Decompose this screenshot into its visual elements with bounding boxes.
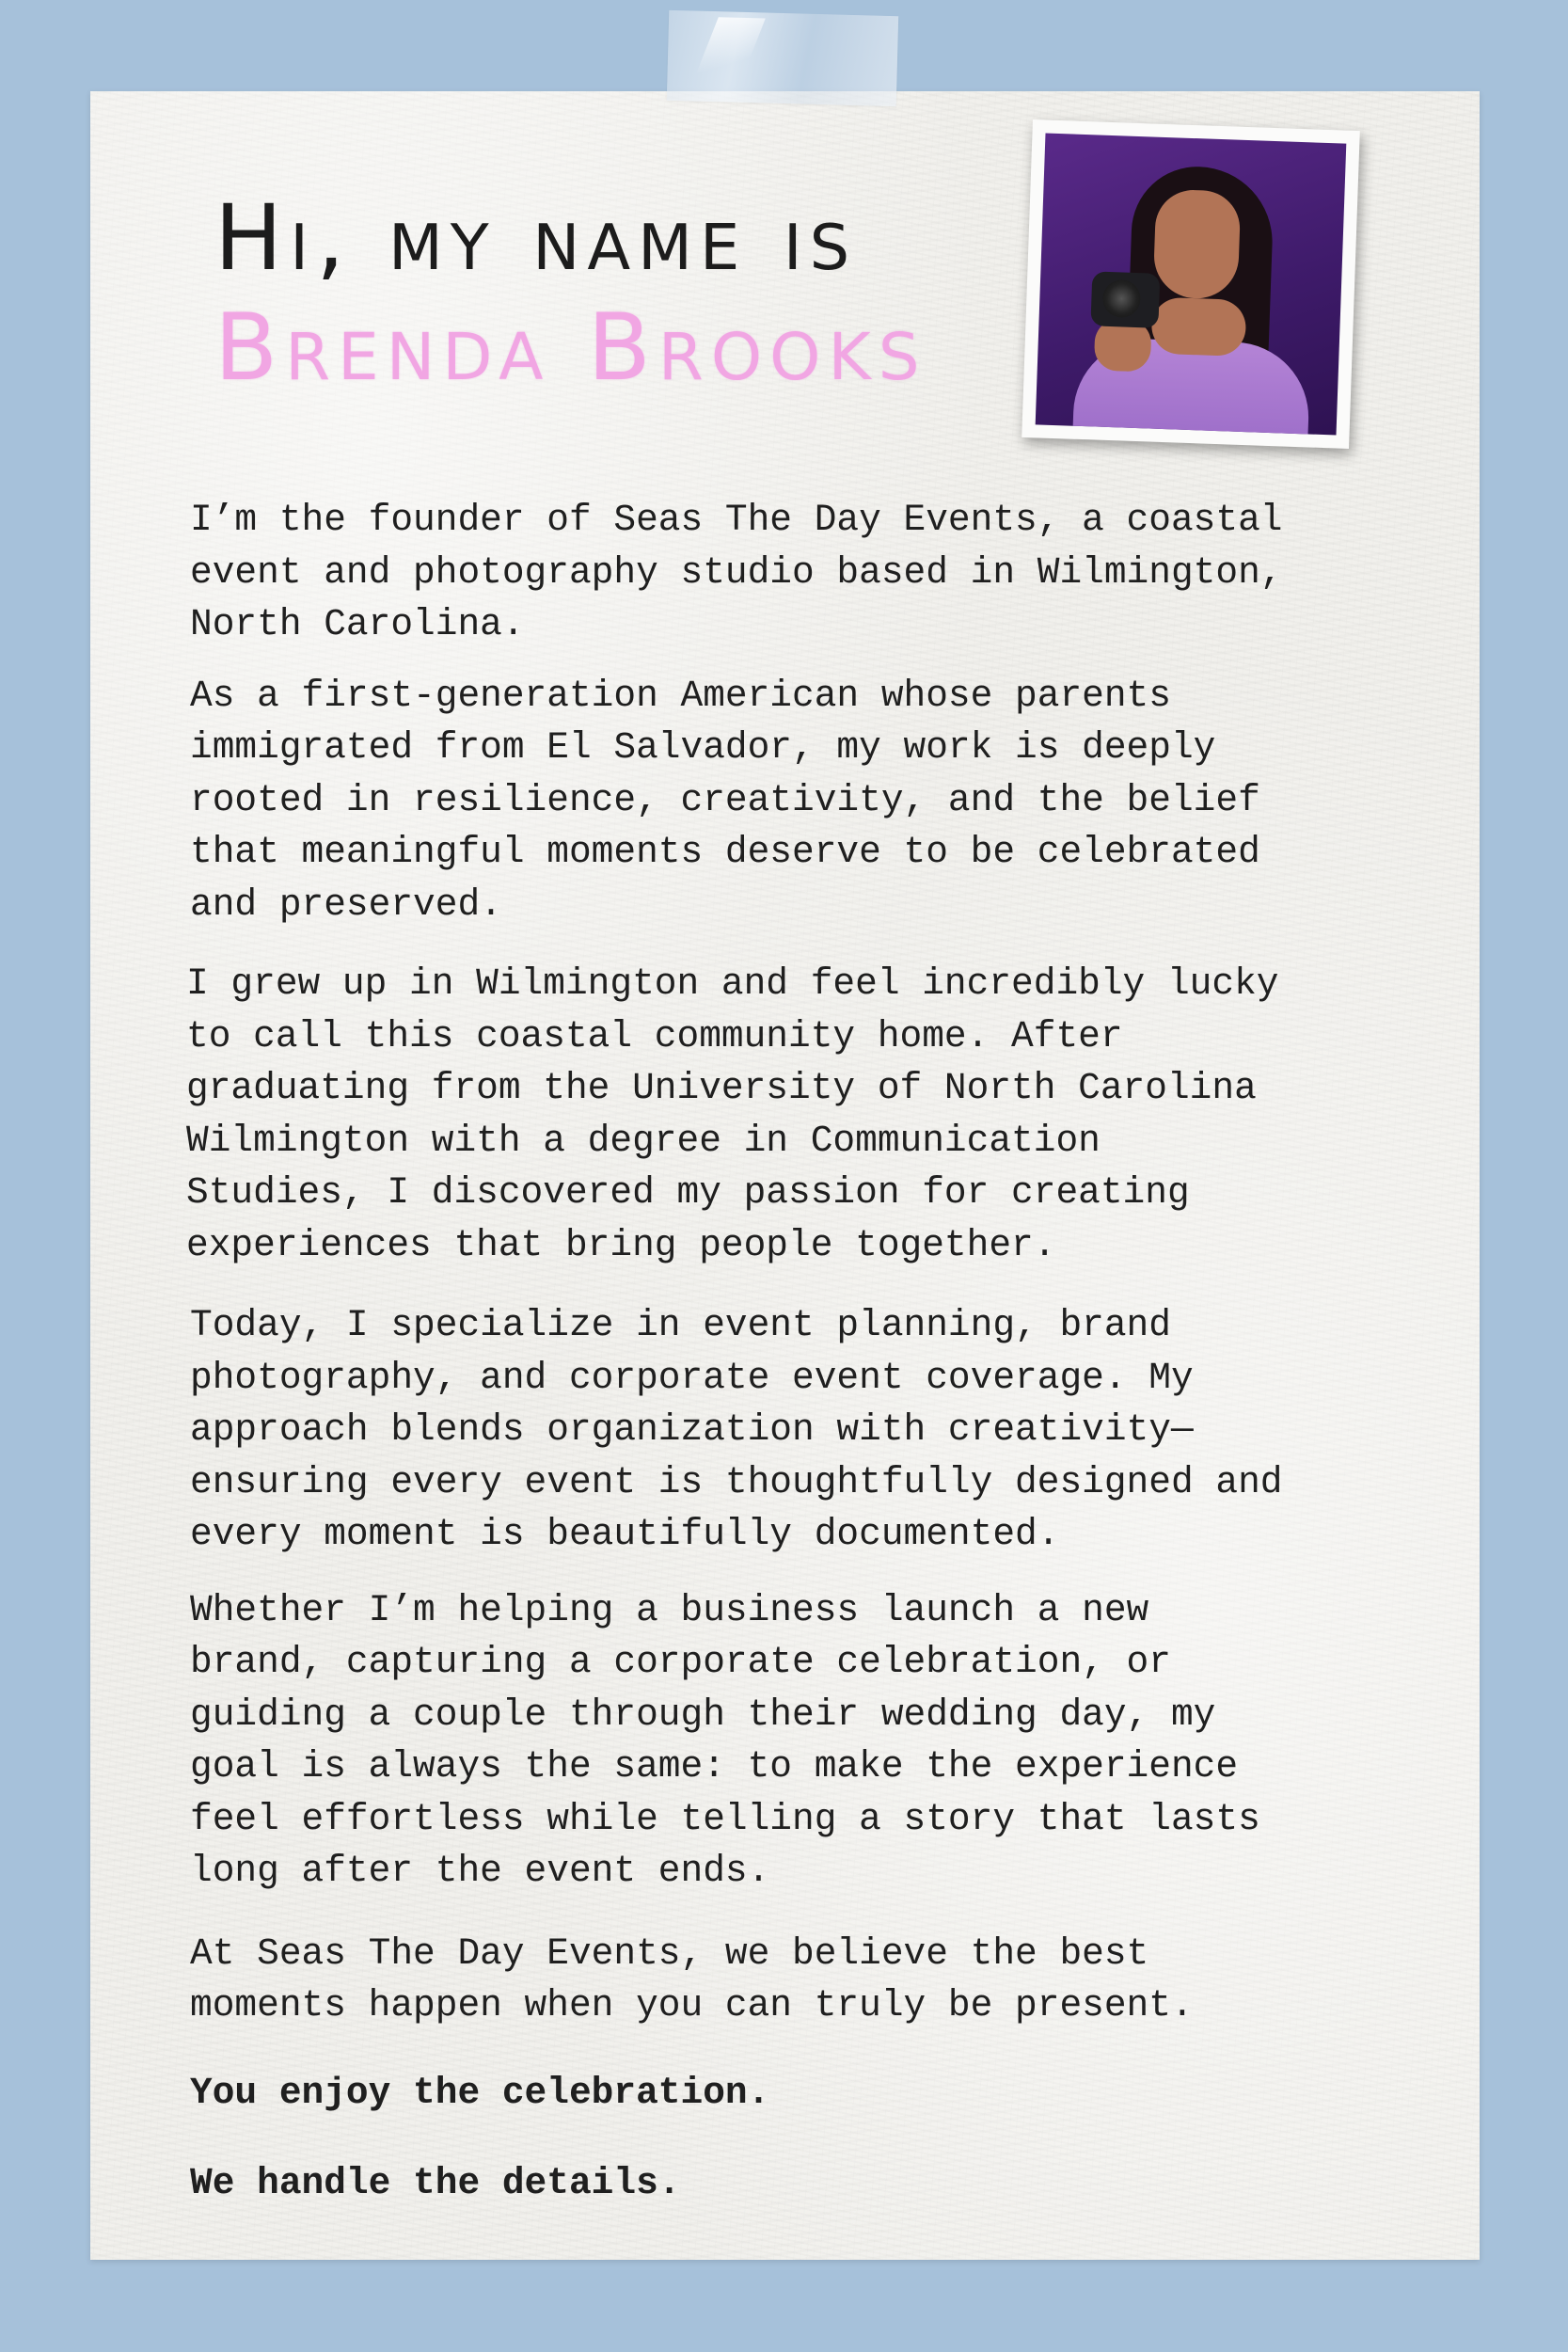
polaroid-frame bbox=[1022, 119, 1360, 449]
camera-icon bbox=[1090, 271, 1160, 327]
photo-face-shape bbox=[1153, 189, 1242, 300]
portrait-photo bbox=[1036, 134, 1347, 436]
bio-paragraph-3: I grew up in Wilmington and feel incredibly lucky to call this coastal community home. After graduating from the University of North Carolina Wilmington with a degree in Communication Studies, I discovered my passion for creating experiences that bring people together. bbox=[186, 962, 1279, 1266]
bio-paragraph-1: I’m the founder of Seas The Day Events, a coastal event and photography studio based in Wilmington, North Carolina. bbox=[190, 499, 1283, 645]
bio-paragraph-2: As a first-generation American whose parents immigrated from El Salvador, my work is deeply rooted in resilience, creativity, and the belief that meaningful moments deserve to be celebrated and preserved. bbox=[190, 674, 1260, 926]
bio-paragraph-4: Today, I specialize in event planning, brand photography, and corporate event coverage. My approach blends organization with creativity— ensuring every event is thoughtfully designed and every moment is beautifully documented. bbox=[190, 1304, 1283, 1555]
greeting-heading: Hi, my name is bbox=[214, 185, 858, 291]
headline bbox=[214, 186, 1023, 403]
bio-text bbox=[186, 494, 1403, 2210]
tape-strip bbox=[667, 10, 898, 106]
bio-paragraph-5: Whether I’m helping a business launch a new brand, capturing a corporate celebration, or guiding a couple through their wedding day, my goal is always the same: to make the experience feel effortless while telling a story that lasts long after the event ends. bbox=[190, 1588, 1260, 1892]
photo-shoulder-shape bbox=[1150, 297, 1246, 357]
bio-paragraph-6: At Seas The Day Events, we believe the best moments happen when you can truly be present. bbox=[190, 1931, 1194, 2026]
closing-line-1: You enjoy the celebration. bbox=[190, 2071, 770, 2114]
closing-line-2: We handle the details. bbox=[190, 2162, 681, 2204]
name-heading: Brenda Brooks bbox=[214, 294, 927, 402]
